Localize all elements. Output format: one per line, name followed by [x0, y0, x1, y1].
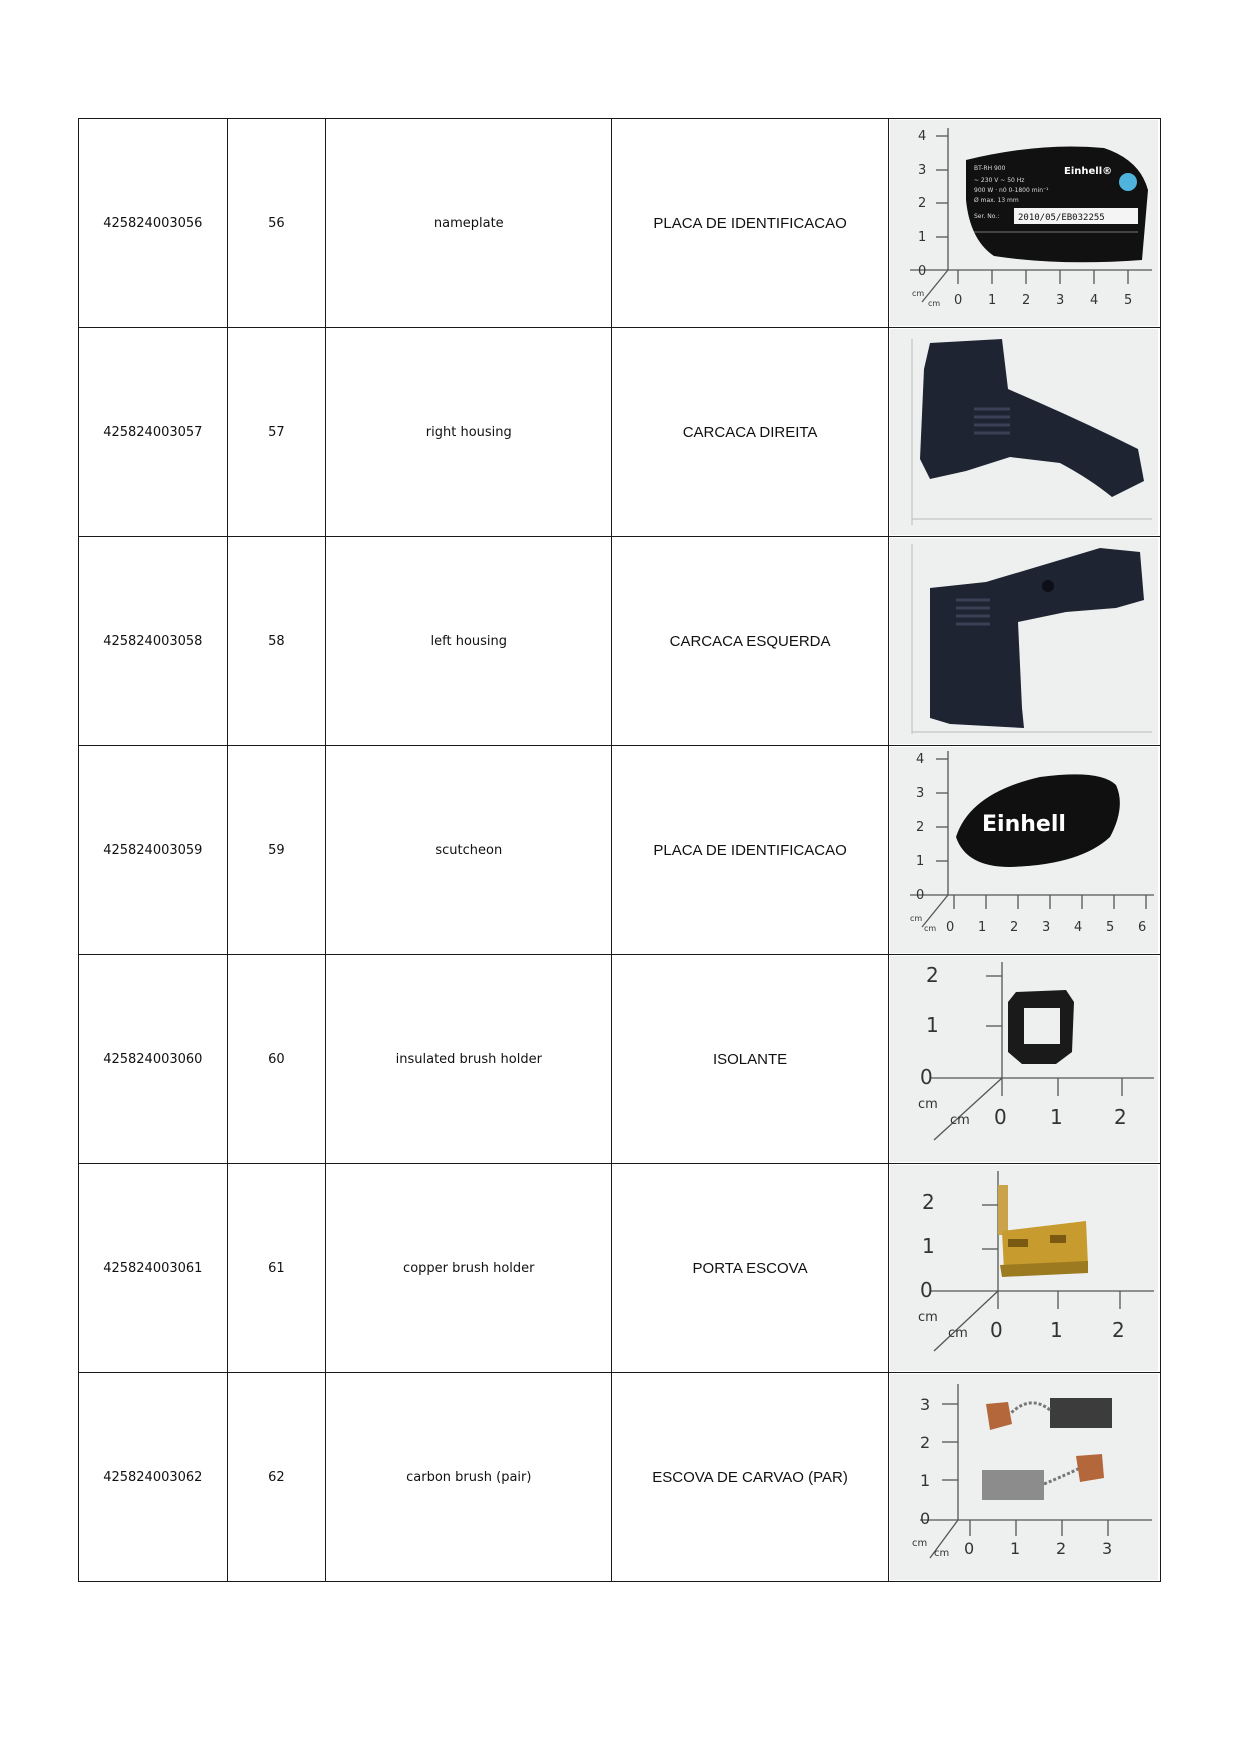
ruler-x-label: 0	[964, 1539, 975, 1558]
carbon-brush-pair-photo	[890, 1374, 1158, 1580]
ruler-x-label: 1	[978, 920, 987, 935]
ruler-y-label: 2	[922, 1190, 936, 1214]
table-row	[79, 955, 1161, 1164]
scutcheon-photo	[890, 747, 1158, 953]
table-row	[79, 1164, 1161, 1373]
position-number: 58	[227, 537, 325, 746]
part-photo-cell	[888, 746, 1160, 955]
ruler-unit: cm	[928, 299, 941, 308]
ruler-x-label: 4	[1090, 293, 1099, 308]
ruler-x-label: 1	[988, 293, 997, 308]
ruler-unit: cm	[918, 1310, 939, 1325]
position-number: 56	[227, 119, 325, 328]
ruler-y-label: 3	[918, 163, 927, 178]
nameplate-line: Ø max. 13 mm	[974, 197, 1020, 204]
serial-label: Ser. No.:	[974, 213, 1000, 220]
part-name-en: copper brush holder	[326, 1164, 612, 1373]
ruler-unit: cm	[912, 289, 925, 298]
part-photo-cell	[888, 119, 1160, 328]
part-name-pt: ESCOVA DE CARVAO (PAR)	[612, 1373, 888, 1582]
ruler-x-label: 0	[990, 1318, 1004, 1342]
ruler-y-label: 0	[920, 1509, 931, 1528]
position-number: 60	[227, 955, 325, 1164]
article-number: 425824003060	[79, 955, 228, 1164]
ruler-x-label: 1	[1050, 1318, 1064, 1342]
right-housing-photo	[890, 329, 1158, 535]
ruler-x-label: 0	[994, 1105, 1008, 1129]
brand-logo-text: Einhell	[982, 812, 1067, 837]
ruler-x-label: 2	[1056, 1539, 1067, 1558]
ruler-unit: cm	[924, 924, 937, 933]
part-name-en: insulated brush holder	[326, 955, 612, 1164]
nameplate-line: 900 W · n0 0-1800 min⁻¹	[974, 187, 1049, 194]
nameplate-line: ~ 230 V ~ 50 Hz	[974, 177, 1025, 184]
nameplate-line: BT-RH 900	[974, 165, 1006, 172]
ruler-y-label: 2	[926, 963, 940, 987]
ruler-x-label: 5	[1106, 920, 1115, 935]
ruler-x-label: 6	[1138, 920, 1147, 935]
ruler-x-label: 3	[1042, 920, 1051, 935]
ruler-y-label: 4	[916, 752, 925, 767]
position-number: 57	[227, 328, 325, 537]
part-photo-cell	[888, 1373, 1160, 1582]
part-name-pt: PLACA DE IDENTIFICACAO	[612, 119, 888, 328]
ruler-y-label: 1	[918, 230, 927, 245]
ruler-unit: cm	[918, 1097, 939, 1112]
ruler-x-label: 2	[1022, 293, 1031, 308]
part-photo-cell	[888, 955, 1160, 1164]
ruler-y-label: 3	[920, 1395, 931, 1414]
parts-table	[78, 118, 1161, 1582]
part-name-en: scutcheon	[326, 746, 612, 955]
ruler-y-label: 0	[920, 1278, 934, 1302]
part-name-en: right housing	[326, 328, 612, 537]
table-row	[79, 746, 1161, 955]
table-row	[79, 537, 1161, 746]
ruler-x-label: 5	[1124, 293, 1133, 308]
ruler-x-label: 0	[954, 293, 963, 308]
article-number: 425824003059	[79, 746, 228, 955]
part-name-pt: CARCACA DIREITA	[612, 328, 888, 537]
article-number: 425824003061	[79, 1164, 228, 1373]
position-number: 59	[227, 746, 325, 955]
part-photo-cell	[888, 1164, 1160, 1373]
part-photo-cell	[888, 328, 1160, 537]
left-housing-photo	[890, 538, 1158, 744]
insulated-brush-holder-photo	[890, 956, 1158, 1162]
part-photo-cell	[888, 537, 1160, 746]
ruler-unit: cm	[910, 914, 923, 923]
table-row	[79, 119, 1161, 328]
article-number: 425824003058	[79, 537, 228, 746]
ruler-x-label: 2	[1114, 1105, 1128, 1129]
ruler-y-label: 1	[920, 1471, 931, 1490]
position-number: 62	[227, 1373, 325, 1582]
ruler-unit: cm	[948, 1326, 969, 1341]
ruler-x-label: 4	[1074, 920, 1083, 935]
ruler-x-label: 1	[1050, 1105, 1064, 1129]
part-name-pt: ISOLANTE	[612, 955, 888, 1164]
part-name-pt: PORTA ESCOVA	[612, 1164, 888, 1373]
ruler-x-label: 2	[1112, 1318, 1126, 1342]
part-name-en: nameplate	[326, 119, 612, 328]
ruler-y-label: 1	[922, 1234, 936, 1258]
recycle-icon	[1119, 173, 1137, 191]
ruler-y-label: 4	[918, 129, 927, 144]
part-name-pt: PLACA DE IDENTIFICACAO	[612, 746, 888, 955]
ruler-x-label: 3	[1056, 293, 1065, 308]
ruler-x-label: 1	[1010, 1539, 1021, 1558]
part-name-en: left housing	[326, 537, 612, 746]
ruler-unit: cm	[950, 1113, 971, 1128]
table-row	[79, 1373, 1161, 1582]
ruler-y-label: 2	[918, 196, 927, 211]
part-name-en: carbon brush (pair)	[326, 1373, 612, 1582]
ruler-y-label: 0	[916, 888, 925, 903]
ruler-y-label: 3	[916, 786, 925, 801]
table-row	[79, 328, 1161, 537]
ruler-y-label: 1	[926, 1013, 940, 1037]
ruler-x-label: 3	[1102, 1539, 1113, 1558]
ruler-x-label: 2	[1010, 920, 1019, 935]
ruler-y-label: 1	[916, 854, 925, 869]
ruler-y-label: 0	[918, 264, 927, 279]
ruler-y-label: 2	[920, 1433, 931, 1452]
nameplate-photo	[890, 120, 1158, 326]
brand-text: Einhell®	[1064, 166, 1113, 177]
ruler-y-label: 0	[920, 1065, 934, 1089]
article-number: 425824003062	[79, 1373, 228, 1582]
ruler-x-label: 0	[946, 920, 955, 935]
ruler-unit: cm	[934, 1548, 950, 1559]
ruler-y-label: 2	[916, 820, 925, 835]
part-name-pt: CARCACA ESQUERDA	[612, 537, 888, 746]
copper-brush-holder-photo	[890, 1165, 1158, 1371]
serial-number: 2010/05/EB032255	[1018, 213, 1106, 223]
ruler-unit: cm	[912, 1538, 928, 1549]
article-number: 425824003057	[79, 328, 228, 537]
article-number: 425824003056	[79, 119, 228, 328]
position-number: 61	[227, 1164, 325, 1373]
